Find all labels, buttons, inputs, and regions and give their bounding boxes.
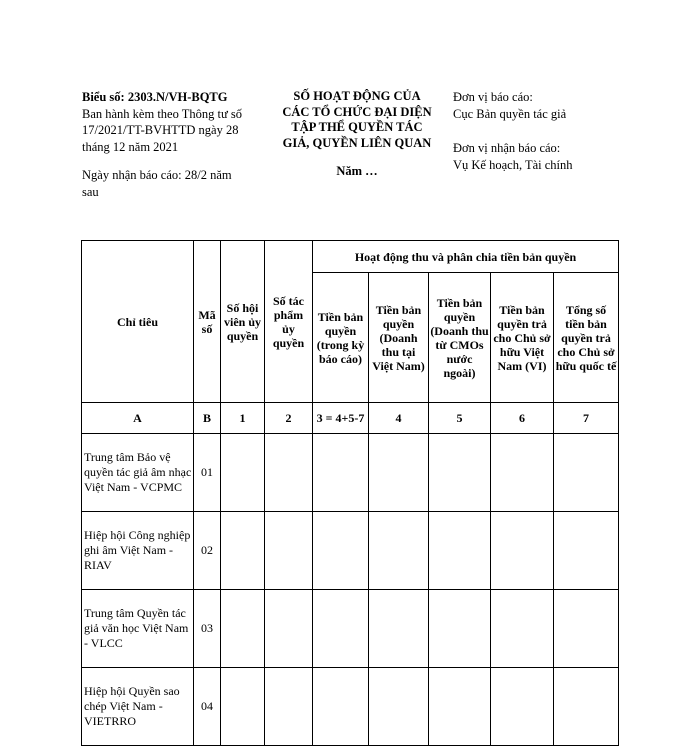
empty-cell (429, 512, 491, 590)
column-label: 7 (554, 403, 619, 434)
col-members-header: Số hội viên ủy quyền (221, 241, 265, 403)
form-code: Biểu số: 2303.N/VH-BQTG (82, 90, 228, 104)
col-royalty-foreign-header: Tiền bản quyền (Doanh thu từ CMOs nước ngoài) (429, 273, 491, 403)
empty-cell (369, 512, 429, 590)
royalty-group-header: Hoạt động thu và phân chia tiền bản quyền (313, 241, 619, 273)
table-row (82, 512, 619, 590)
empty-cell (369, 668, 429, 746)
reporting-unit: Cục Bản quyền tác giả (453, 106, 567, 121)
empty-cell (491, 512, 554, 590)
empty-cell (313, 590, 369, 668)
receive-date-line-2: sau (82, 184, 99, 199)
row-indicator-name: Hiệp hội Công nghiệp ghi âm Việt Nam - RIAV (82, 512, 194, 590)
column-label: 2 (265, 403, 313, 434)
empty-cell (554, 434, 619, 512)
row-indicator-name: Hiệp hội Quyền sao chép Việt Nam - VIETRRO (82, 668, 194, 746)
table-row (82, 434, 619, 512)
empty-cell (265, 668, 313, 746)
report-title-line-3: TẬP THỂ QUYỀN TÁC (291, 120, 423, 134)
row-code: 04 (194, 668, 221, 746)
row-code: 01 (194, 434, 221, 512)
empty-cell (554, 668, 619, 746)
row-code: 03 (194, 590, 221, 668)
row-indicator-name: Trung tâm Quyền tác giả văn học Việt Nam - VLCC (82, 590, 194, 668)
row-code: 02 (194, 512, 221, 590)
empty-cell (221, 434, 265, 512)
header-center (268, 89, 446, 180)
column-label: B (194, 403, 221, 434)
column-label: A (82, 403, 194, 434)
column-label: 1 (221, 403, 265, 434)
report-title-line-4: GIẢ, QUYỀN LIÊN QUAN (282, 135, 432, 150)
col-royalty-domestic-header: Tiền bản quyền (Doanh thu tại Việt Nam) (369, 273, 429, 403)
report-year: Năm … (336, 164, 378, 178)
empty-cell (491, 434, 554, 512)
empty-cell (491, 590, 554, 668)
empty-cell (429, 668, 491, 746)
empty-cell (221, 512, 265, 590)
empty-cell (429, 590, 491, 668)
receiving-unit: Vụ Kế hoạch, Tài chính (453, 157, 573, 172)
empty-cell (554, 512, 619, 590)
col-paid-vn-header: Tiền bản quyền trả cho Chủ sở hữu Việt Nam (VI) (491, 273, 554, 403)
header-right (453, 89, 683, 173)
empty-cell (491, 668, 554, 746)
empty-cell (221, 668, 265, 746)
col-royalty-total-header: Tiền bản quyền (trong kỳ báo cáo) (313, 273, 369, 403)
report-title-line-2: CÁC TỔ CHỨC ĐẠI DIỆN (282, 104, 432, 119)
table-row (82, 668, 619, 746)
empty-cell (313, 512, 369, 590)
column-label: 4 (369, 403, 429, 434)
issued-line-3: tháng 12 năm 2021 (82, 139, 179, 154)
col-works-header: Số tác phẩm ủy quyền (265, 241, 313, 403)
reporting-unit-label: Đơn vị báo cáo: (453, 90, 533, 104)
empty-cell (369, 434, 429, 512)
empty-cell (265, 512, 313, 590)
empty-cell (221, 590, 265, 668)
empty-cell (429, 434, 491, 512)
col-code-header: Mã số (194, 241, 221, 403)
empty-cell (265, 590, 313, 668)
col-paid-intl-header: Tổng số tiền bản quyền trả cho Chủ sở hữu quốc tế (554, 273, 619, 403)
issued-line-2: 17/2021/TT-BVHTTD ngày 28 (82, 123, 239, 137)
row-indicator-name: Trung tâm Bảo vệ quyền tác giả âm nhạc Việt Nam - VCPMC (82, 434, 194, 512)
empty-cell (313, 668, 369, 746)
column-label: 5 (429, 403, 491, 434)
empty-cell (554, 590, 619, 668)
table-row (82, 590, 619, 668)
report-title-line-1: SỐ HOẠT ĐỘNG CỦA (293, 89, 421, 103)
receiving-unit-label: Đơn vị nhận báo cáo: (453, 141, 561, 155)
column-label-row (82, 403, 619, 434)
empty-cell (313, 434, 369, 512)
col-indicator-header: Chỉ tiêu (82, 241, 194, 403)
empty-cell (265, 434, 313, 512)
issued-line-1: Ban hành kèm theo Thông tư số (82, 106, 242, 121)
header-left (82, 89, 272, 200)
report-table (81, 240, 619, 746)
column-label: 3 = 4+5-7 (313, 403, 369, 434)
receive-date-line-1: Ngày nhận báo cáo: 28/2 năm (82, 168, 232, 182)
column-label: 6 (491, 403, 554, 434)
empty-cell (369, 590, 429, 668)
